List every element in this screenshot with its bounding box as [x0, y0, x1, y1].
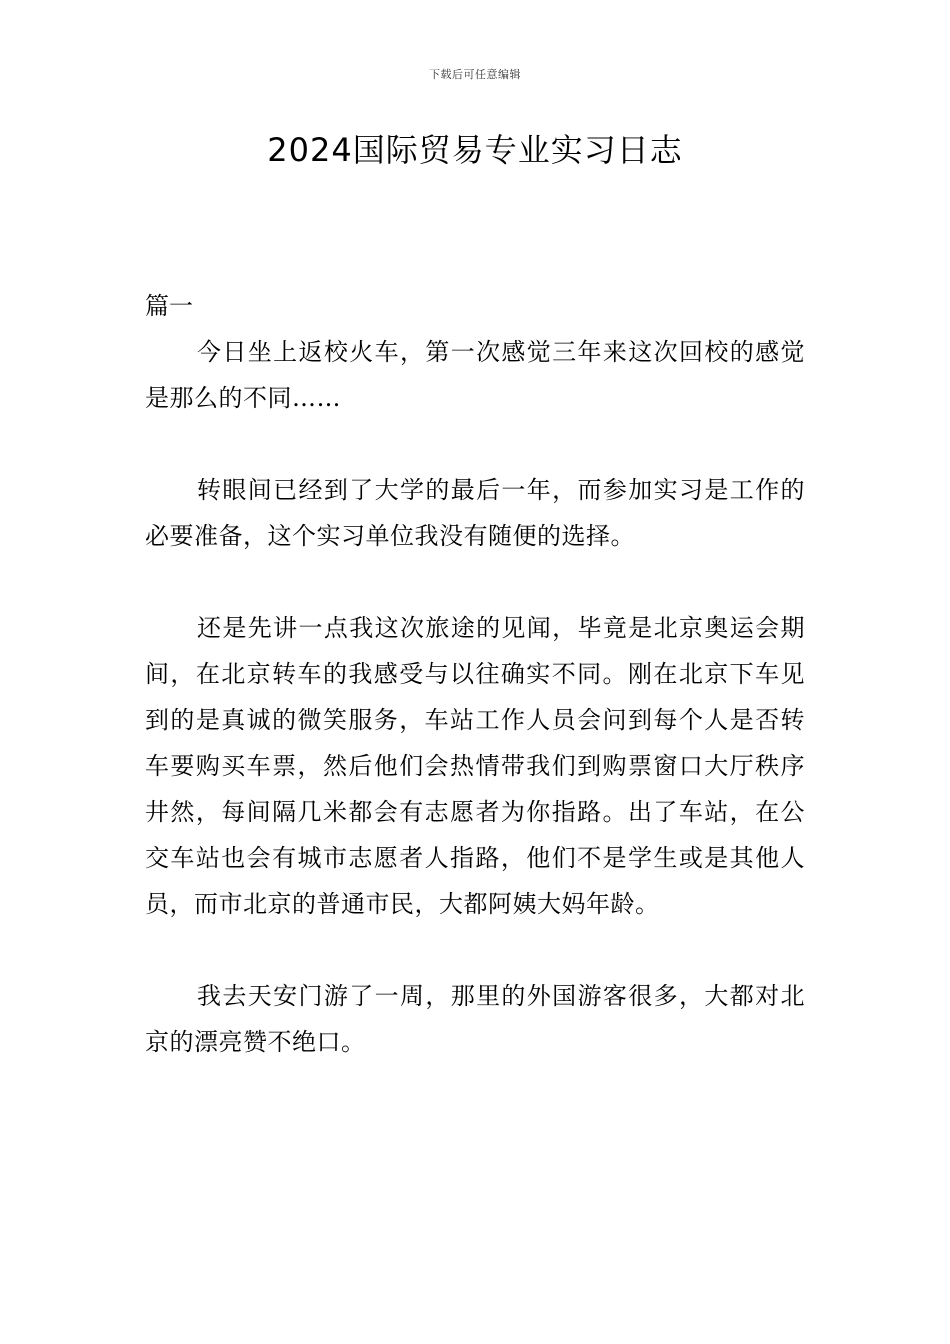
paragraph: 转眼间已经到了大学的最后一年，而参加实习是工作的必要准备，这个实习单位我没有随便的选择。	[145, 476, 805, 550]
document-body	[145, 283, 805, 1111]
section-label: 篇一	[145, 292, 193, 320]
header-note: 下载后可任意编辑	[429, 68, 521, 81]
paragraph: 今日坐上返校火车，第一次感觉三年来这次回校的感觉是那么的不同……	[145, 338, 805, 412]
paragraph: 我去天安门游了一周，那里的外国游客很多，大都对北京的漂亮赞不绝口。	[145, 982, 805, 1056]
paragraph: 还是先讲一点我这次旅途的见闻，毕竟是北京奥运会期间，在北京转车的我感受与以往确实不同。刚在北京下车见到的是真诚的微笑服务，车站工作人员会问到每个人是否转车要购买车票，然后他们会热情带我们到购票窗口大厅秩序井然，每间隔几米都会有志愿者为你指路。出了车站，在公交车站也会有城市志愿者人指路，他们不是学生或是其他人员，而市北京的普通市民，大都阿姨大妈年龄。	[145, 614, 805, 918]
document-title: 2024国际贸易专业实习日志	[267, 131, 683, 169]
